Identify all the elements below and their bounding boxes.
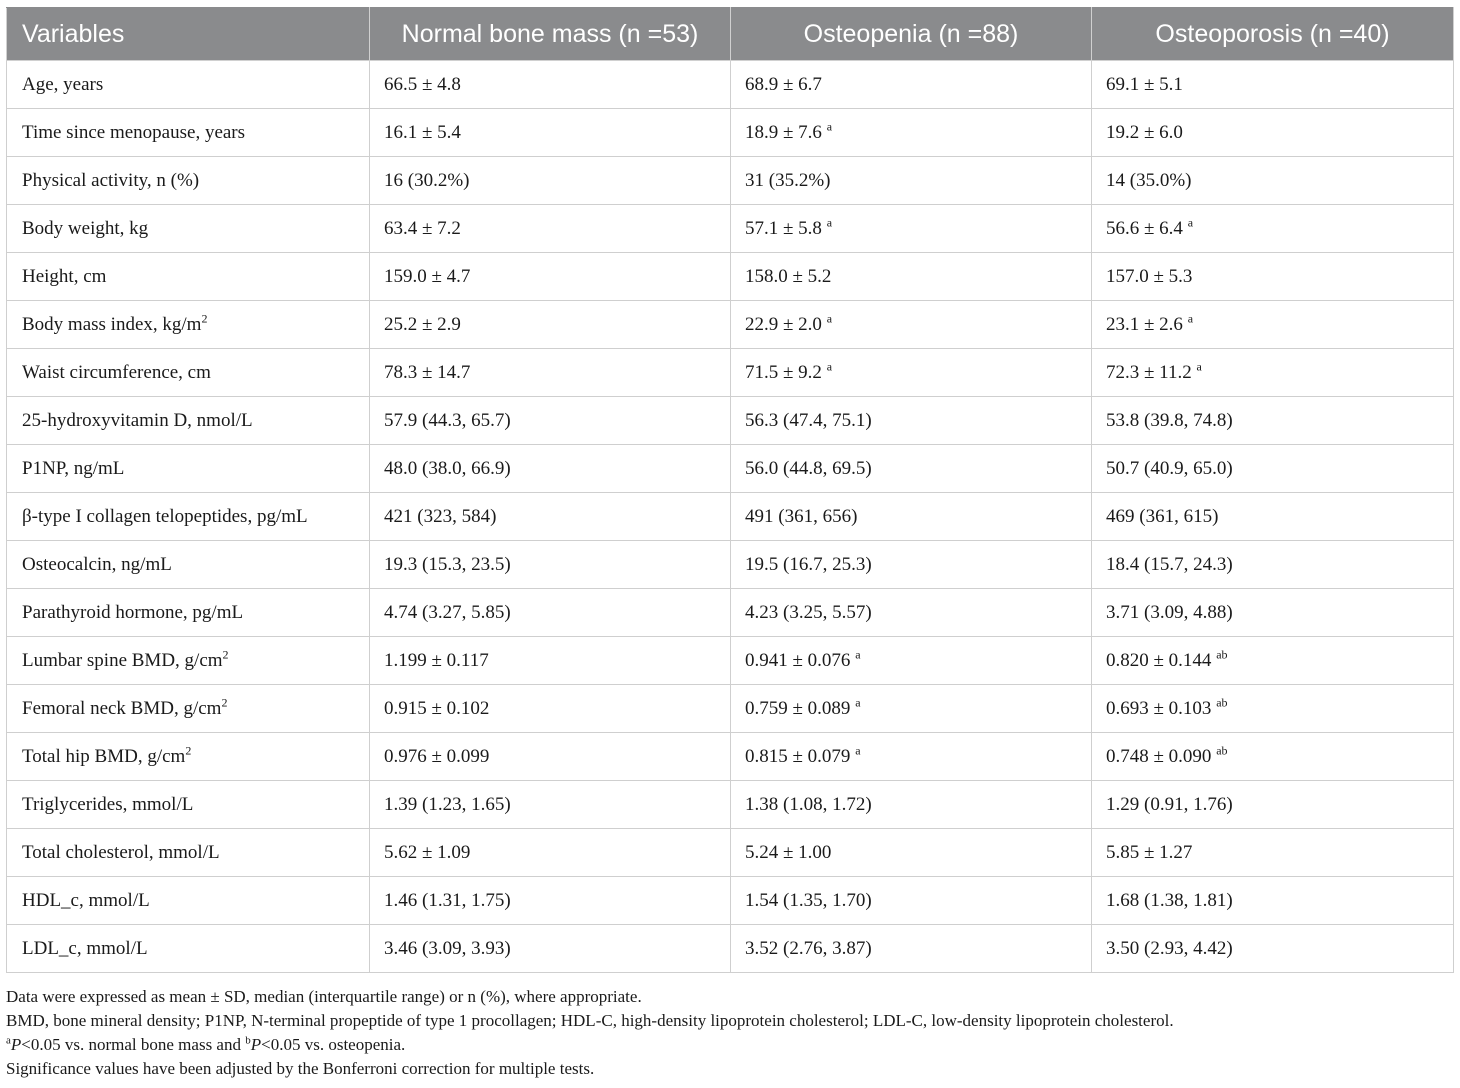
footnote-sup-b: b xyxy=(245,1034,251,1047)
cell-normal-bone-mass-text: 78.3 ± 14.7 xyxy=(384,361,471,383)
cell-normal-bone-mass xyxy=(370,781,731,829)
cell-variable xyxy=(7,61,370,109)
cell-variable-text: LDL_c, mmol/L xyxy=(22,937,148,959)
cell-osteopenia-text: 19.5 (16.7, 25.3) xyxy=(745,553,872,575)
cell-osteopenia xyxy=(731,925,1092,973)
cell-osteoporosis xyxy=(1092,733,1454,781)
cell-osteoporosis xyxy=(1092,493,1454,541)
cell-variable xyxy=(7,205,370,253)
footnotes xyxy=(6,985,1453,1081)
cell-osteoporosis xyxy=(1092,877,1454,925)
cell-osteoporosis xyxy=(1092,61,1454,109)
cell-osteoporosis-text: 14 (35.0%) xyxy=(1106,169,1192,191)
cell-osteoporosis-text: 53.8 (39.8, 74.8) xyxy=(1106,409,1233,431)
cell-variable-superscript: 2 xyxy=(222,647,229,662)
cell-osteopenia-superscript: a xyxy=(855,695,861,710)
cell-osteoporosis-superscript: a xyxy=(1187,215,1194,230)
cell-osteopenia-text: 68.9 ± 6.7 xyxy=(745,73,822,95)
cell-osteoporosis xyxy=(1092,589,1454,637)
table-row xyxy=(7,109,1454,157)
cell-osteopenia-text: 71.5 ± 9.2 xyxy=(745,361,822,383)
cell-osteopenia xyxy=(731,637,1092,685)
cell-osteopenia-text: 158.0 ± 5.2 xyxy=(745,265,832,287)
cell-normal-bone-mass xyxy=(370,637,731,685)
table-row xyxy=(7,205,1454,253)
cell-variable xyxy=(7,301,370,349)
cell-normal-bone-mass-text: 1.199 ± 0.117 xyxy=(384,649,489,671)
cell-osteopenia xyxy=(731,157,1092,205)
cell-variable xyxy=(7,349,370,397)
cell-normal-bone-mass-text: 421 (323, 584) xyxy=(384,505,497,527)
cell-osteoporosis xyxy=(1092,829,1454,877)
cell-osteopenia-superscript: a xyxy=(826,215,833,230)
table-row xyxy=(7,541,1454,589)
cell-osteoporosis-text: 157.0 ± 5.3 xyxy=(1106,265,1193,287)
cell-normal-bone-mass xyxy=(370,685,731,733)
cell-variable-text: Height, cm xyxy=(22,265,107,287)
cell-osteopenia-text: 56.3 (47.4, 75.1) xyxy=(745,409,872,431)
cell-variable xyxy=(7,733,370,781)
cell-normal-bone-mass xyxy=(370,205,731,253)
cell-normal-bone-mass xyxy=(370,541,731,589)
cell-normal-bone-mass xyxy=(370,493,731,541)
cell-normal-bone-mass-text: 63.4 ± 7.2 xyxy=(384,217,461,239)
cell-osteopenia-text: 22.9 ± 2.0 xyxy=(745,313,822,335)
cell-variable-text: Lumbar spine BMD, g/cm xyxy=(22,649,223,671)
cell-variable xyxy=(7,109,370,157)
cell-normal-bone-mass-text: 16 (30.2%) xyxy=(384,169,470,191)
cell-variable xyxy=(7,445,370,493)
cell-osteoporosis xyxy=(1092,253,1454,301)
cell-variable-superscript: 2 xyxy=(201,311,208,326)
cell-osteoporosis xyxy=(1092,637,1454,685)
cell-osteopenia xyxy=(731,61,1092,109)
footnote-abbreviations: BMD, bone mineral density; P1NP, N-terminal propeptide of type 1 procollagen; HDL-C, high-density lipoprotein cholesterol; LDL-C, low-density lipoprotein cholesterol. xyxy=(6,1011,1174,1030)
cell-variable-text: Body mass index, kg/m xyxy=(22,313,202,335)
cell-normal-bone-mass-text: 66.5 ± 4.8 xyxy=(384,73,461,95)
table-row xyxy=(7,637,1454,685)
header-osteoporosis: Osteoporosis (n =40) xyxy=(1092,8,1454,61)
cell-osteoporosis xyxy=(1092,349,1454,397)
cell-variable-text: Body weight, kg xyxy=(22,217,149,239)
footnote-significance xyxy=(6,1033,1453,1057)
cell-osteopenia xyxy=(731,829,1092,877)
cell-osteoporosis-text: 0.748 ± 0.090 xyxy=(1106,745,1212,767)
cell-osteoporosis-superscript: a xyxy=(1187,311,1194,326)
cell-osteoporosis xyxy=(1092,109,1454,157)
cell-normal-bone-mass xyxy=(370,109,731,157)
header-variables: Variables xyxy=(7,8,370,61)
cell-variable-superscript: 2 xyxy=(185,743,192,758)
cell-osteoporosis-text: 23.1 ± 2.6 xyxy=(1106,313,1183,335)
table-row xyxy=(7,781,1454,829)
cell-osteopenia-text: 57.1 ± 5.8 xyxy=(745,217,822,239)
footnote-text-a: <0.05 vs. normal bone mass and xyxy=(21,1035,246,1054)
cell-osteopenia-text: 491 (361, 656) xyxy=(745,505,858,527)
cell-osteopenia xyxy=(731,541,1092,589)
cell-osteopenia-superscript: a xyxy=(855,743,861,758)
table-row xyxy=(7,253,1454,301)
cell-osteopenia-superscript: a xyxy=(826,359,833,374)
cell-variable-text: P1NP, ng/mL xyxy=(22,457,125,479)
cell-osteopenia xyxy=(731,397,1092,445)
cell-variable xyxy=(7,781,370,829)
cell-osteoporosis-text: 69.1 ± 5.1 xyxy=(1106,73,1183,95)
cell-osteopenia xyxy=(731,685,1092,733)
cell-normal-bone-mass-text: 16.1 ± 5.4 xyxy=(384,121,461,143)
cell-normal-bone-mass-text: 19.3 (15.3, 23.5) xyxy=(384,553,511,575)
cell-osteoporosis xyxy=(1092,541,1454,589)
cell-normal-bone-mass-text: 0.976 ± 0.099 xyxy=(384,745,490,767)
cell-osteopenia xyxy=(731,493,1092,541)
cell-variable xyxy=(7,877,370,925)
cell-variable xyxy=(7,253,370,301)
cell-osteoporosis-text: 56.6 ± 6.4 xyxy=(1106,217,1183,239)
cell-variable xyxy=(7,925,370,973)
cell-osteopenia-text: 1.38 (1.08, 1.72) xyxy=(745,793,872,815)
cell-osteoporosis-superscript: ab xyxy=(1216,647,1228,662)
cell-osteopenia-text: 4.23 (3.25, 5.57) xyxy=(745,601,872,623)
cell-osteoporosis-superscript: ab xyxy=(1216,743,1228,758)
table-row xyxy=(7,349,1454,397)
cell-osteopenia xyxy=(731,205,1092,253)
cell-variable xyxy=(7,157,370,205)
cell-osteopenia-text: 31 (35.2%) xyxy=(745,169,831,191)
cell-normal-bone-mass xyxy=(370,61,731,109)
cell-variable xyxy=(7,589,370,637)
footnote-sup-a: a xyxy=(6,1034,11,1047)
cell-osteopenia-text: 1.54 (1.35, 1.70) xyxy=(745,889,872,911)
cell-normal-bone-mass xyxy=(370,733,731,781)
cell-variable xyxy=(7,541,370,589)
cell-normal-bone-mass-text: 5.62 ± 1.09 xyxy=(384,841,471,863)
header-row xyxy=(7,8,1454,61)
cell-variable-text: Physical activity, n (%) xyxy=(22,169,200,191)
cell-variable-text: Waist circumference, cm xyxy=(22,361,211,383)
cell-osteopenia-text: 5.24 ± 1.00 xyxy=(745,841,832,863)
footnote-text-b: <0.05 vs. osteopenia. xyxy=(261,1035,406,1054)
cell-normal-bone-mass xyxy=(370,829,731,877)
header-normal-bone-mass: Normal bone mass (n =53) xyxy=(370,8,731,61)
cell-osteopenia xyxy=(731,253,1092,301)
cell-normal-bone-mass xyxy=(370,253,731,301)
cell-osteoporosis-text: 0.693 ± 0.103 xyxy=(1106,697,1212,719)
cell-normal-bone-mass xyxy=(370,349,731,397)
cell-variable-text: Triglycerides, mmol/L xyxy=(22,793,194,815)
cell-variable xyxy=(7,637,370,685)
cell-osteoporosis-text: 50.7 (40.9, 65.0) xyxy=(1106,457,1233,479)
cell-osteoporosis xyxy=(1092,397,1454,445)
cell-osteopenia xyxy=(731,733,1092,781)
cell-normal-bone-mass xyxy=(370,397,731,445)
footnote-p-a: P xyxy=(10,1035,22,1054)
cell-osteoporosis xyxy=(1092,445,1454,493)
table-row xyxy=(7,61,1454,109)
cell-osteoporosis-text: 5.85 ± 1.27 xyxy=(1106,841,1193,863)
cell-variable-text: Total cholesterol, mmol/L xyxy=(22,841,220,863)
cell-normal-bone-mass xyxy=(370,877,731,925)
cell-normal-bone-mass-text: 48.0 (38.0, 66.9) xyxy=(384,457,511,479)
header-osteopenia: Osteopenia (n =88) xyxy=(731,8,1092,61)
cell-normal-bone-mass xyxy=(370,301,731,349)
cell-variable-text: Osteocalcin, ng/mL xyxy=(22,553,172,575)
data-table xyxy=(6,7,1454,973)
cell-normal-bone-mass xyxy=(370,445,731,493)
cell-normal-bone-mass-text: 4.74 (3.27, 5.85) xyxy=(384,601,511,623)
cell-osteoporosis xyxy=(1092,205,1454,253)
cell-osteopenia-text: 0.759 ± 0.089 xyxy=(745,697,851,719)
cell-osteoporosis-text: 1.29 (0.91, 1.76) xyxy=(1106,793,1233,815)
cell-osteoporosis-superscript: a xyxy=(1196,359,1202,374)
table-row xyxy=(7,589,1454,637)
table-row xyxy=(7,397,1454,445)
table-row xyxy=(7,877,1454,925)
cell-normal-bone-mass xyxy=(370,925,731,973)
cell-osteoporosis-superscript: ab xyxy=(1216,695,1228,710)
cell-osteoporosis-text: 72.3 ± 11.2 xyxy=(1106,361,1192,383)
cell-osteoporosis-text: 0.820 ± 0.144 xyxy=(1106,649,1212,671)
cell-normal-bone-mass-text: 57.9 (44.3, 65.7) xyxy=(384,409,511,431)
cell-normal-bone-mass-text: 3.46 (3.09, 3.93) xyxy=(384,937,511,959)
table-row xyxy=(7,493,1454,541)
cell-variable-text: β-type I collagen telopeptides, pg/mL xyxy=(22,505,308,527)
footnote-p-b: P xyxy=(250,1035,262,1054)
cell-osteoporosis xyxy=(1092,685,1454,733)
table-header xyxy=(7,8,1454,61)
cell-osteopenia xyxy=(731,301,1092,349)
cell-normal-bone-mass xyxy=(370,157,731,205)
cell-normal-bone-mass-text: 1.39 (1.23, 1.65) xyxy=(384,793,511,815)
table-body xyxy=(7,61,1454,973)
table-row xyxy=(7,685,1454,733)
cell-normal-bone-mass xyxy=(370,589,731,637)
cell-osteopenia-superscript: a xyxy=(826,119,833,134)
table-row xyxy=(7,157,1454,205)
cell-osteopenia xyxy=(731,781,1092,829)
cell-variable-superscript: 2 xyxy=(221,695,228,710)
table-row xyxy=(7,925,1454,973)
cell-osteopenia xyxy=(731,349,1092,397)
cell-variable xyxy=(7,493,370,541)
footnote-bonferroni: Significance values have been adjusted by the Bonferroni correction for multiple tests. xyxy=(6,1059,595,1078)
cell-osteopenia-superscript: a xyxy=(855,647,861,662)
cell-osteoporosis xyxy=(1092,781,1454,829)
table-row xyxy=(7,733,1454,781)
cell-osteoporosis xyxy=(1092,157,1454,205)
cell-osteopenia xyxy=(731,109,1092,157)
cell-osteoporosis-text: 3.71 (3.09, 4.88) xyxy=(1106,601,1233,623)
cell-variable xyxy=(7,685,370,733)
cell-osteoporosis xyxy=(1092,301,1454,349)
cell-osteopenia xyxy=(731,445,1092,493)
cell-variable xyxy=(7,829,370,877)
cell-osteopenia-text: 56.0 (44.8, 69.5) xyxy=(745,457,872,479)
cell-variable-text: 25-hydroxyvitamin D, nmol/L xyxy=(22,409,253,431)
cell-osteoporosis-text: 19.2 ± 6.0 xyxy=(1106,121,1183,143)
cell-normal-bone-mass-text: 1.46 (1.31, 1.75) xyxy=(384,889,511,911)
cell-normal-bone-mass-text: 159.0 ± 4.7 xyxy=(384,265,471,287)
table-row xyxy=(7,445,1454,493)
cell-normal-bone-mass-text: 25.2 ± 2.9 xyxy=(384,313,461,335)
footnote-data-expression: Data were expressed as mean ± SD, median (interquartile range) or n (%), where appropriate. xyxy=(6,987,642,1006)
cell-osteopenia-text: 3.52 (2.76, 3.87) xyxy=(745,937,872,959)
cell-variable-text: Age, years xyxy=(22,73,104,95)
cell-osteoporosis-text: 469 (361, 615) xyxy=(1106,505,1219,527)
cell-osteopenia-text: 18.9 ± 7.6 xyxy=(745,121,822,143)
cell-osteopenia xyxy=(731,877,1092,925)
cell-normal-bone-mass-text: 0.915 ± 0.102 xyxy=(384,697,490,719)
cell-osteoporosis-text: 3.50 (2.93, 4.42) xyxy=(1106,937,1233,959)
cell-osteoporosis-text: 18.4 (15.7, 24.3) xyxy=(1106,553,1233,575)
cell-variable-text: Time since menopause, years xyxy=(22,121,246,143)
cell-osteopenia-superscript: a xyxy=(826,311,833,326)
table-row xyxy=(7,301,1454,349)
cell-variable-text: Total hip BMD, g/cm xyxy=(22,745,186,767)
cell-osteoporosis xyxy=(1092,925,1454,973)
cell-osteopenia xyxy=(731,589,1092,637)
cell-variable-text: Parathyroid hormone, pg/mL xyxy=(22,601,244,623)
cell-osteoporosis-text: 1.68 (1.38, 1.81) xyxy=(1106,889,1233,911)
cell-variable-text: HDL_c, mmol/L xyxy=(22,889,150,911)
cell-variable xyxy=(7,397,370,445)
cell-osteopenia-text: 0.941 ± 0.076 xyxy=(745,649,851,671)
cell-variable-text: Femoral neck BMD, g/cm xyxy=(22,697,222,719)
cell-osteopenia-text: 0.815 ± 0.079 xyxy=(745,745,851,767)
table-row xyxy=(7,829,1454,877)
